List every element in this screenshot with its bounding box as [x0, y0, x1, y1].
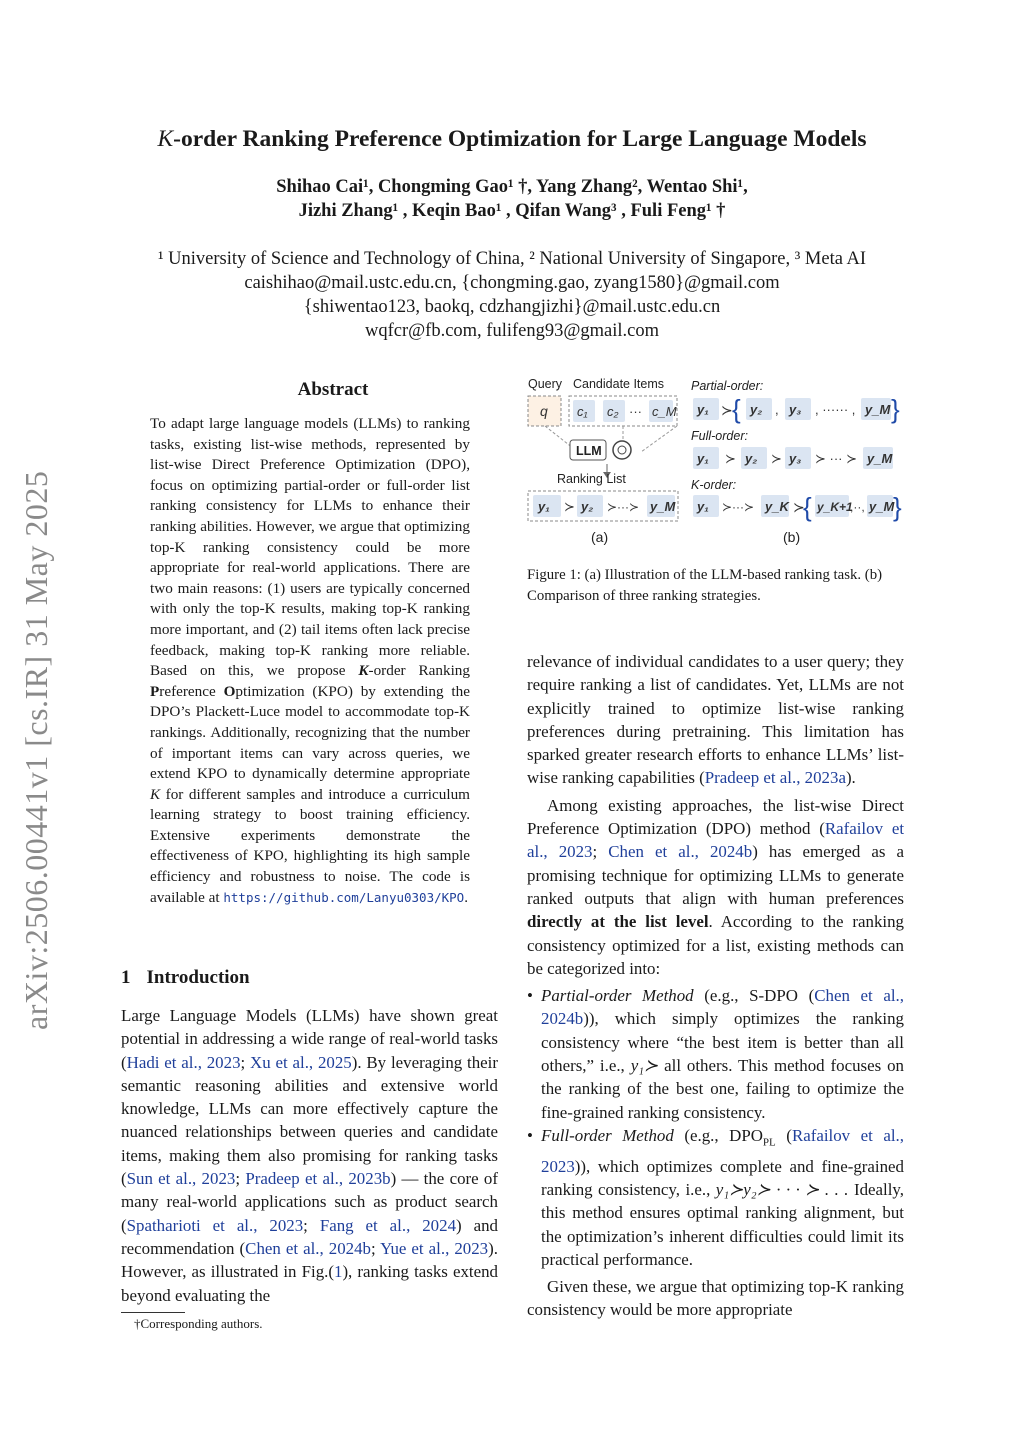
para-text: (: [775, 1125, 792, 1145]
authors-line-1: Shihao Cai¹, Chongming Gao¹ †, Yang Zhang², Wentao Shi¹,: [276, 177, 748, 197]
paragraph: [527, 794, 904, 980]
abstract-opt-o: O: [223, 682, 236, 700]
abstract-k2: K: [150, 785, 161, 803]
author-list: [0, 175, 1024, 223]
subfig-b-label: (b): [783, 529, 801, 545]
subfig-a-label: (a): [591, 529, 609, 545]
intro-text: ), ranking tasks extend beyond evaluating the: [121, 1262, 498, 1305]
full-y1-label: y₁: [697, 451, 709, 466]
paragraph: Given these, we argue that optimizing top-K ranking consistency would be more appropriate: [527, 1277, 904, 1320]
korder-brace-open: {: [803, 492, 812, 522]
korder-yk-label: y_K: [765, 499, 789, 514]
partial-y3-label: y₃: [789, 402, 802, 417]
llm-model-icon-inner: [618, 446, 626, 454]
connector-line: [641, 426, 677, 452]
method-list: [527, 984, 904, 1271]
intro-text: Large Language Models (LLMs) have shown great potential in addressing a wide range of real-world tasks (: [121, 1006, 498, 1072]
abstract-pref-p: P: [150, 682, 160, 700]
intro-text: ). By leveraging their semantic reasoning abilities and extensive world knowledge, LLMs can more effectively capture the nuanced relationships between queries and candidate items, making them also promising for ranking tasks (: [121, 1052, 498, 1189]
citation-link[interactable]: Chen et al., 2024b: [541, 986, 904, 1029]
partial-ellipsis: , ······ ,: [815, 402, 856, 417]
abstract-pref-rest: reference: [159, 682, 224, 700]
emails-line-2: {shiwentao123, baokq, cdzhangjizhi}@mail.ustc.edu.cn: [303, 297, 721, 317]
korder-succ-dots: ≻···≻: [722, 500, 755, 514]
citation-link[interactable]: Chen et al., 2024b: [608, 842, 753, 862]
para-text: (e.g., DPO: [673, 1125, 763, 1145]
intro-text: ) and recommendation (: [121, 1215, 498, 1258]
abstract-heading: Abstract: [297, 379, 369, 400]
intro-text: ) — the core of many real-world applications such as product search (: [121, 1169, 498, 1235]
partial-y1-label: y₁: [697, 402, 709, 417]
full-order-label: Full-order:: [691, 429, 748, 443]
full-ym-label: y_M: [867, 451, 893, 466]
intro-sep: ;: [303, 1215, 320, 1235]
rank-y1-label: y₁: [538, 499, 550, 514]
partial-order-label: Partial-order:: [691, 379, 764, 393]
paper-title: [0, 126, 1024, 153]
abstract-text-1: To adapt large language models (LLMs) to ranking tasks, existing list-wise methods, represented by list-wise Direct Preference Optimization (DPO), focus on optimizing partial-order or full-order list ranking consistency for LLMs to enhance their ranking abilities. However, we argue that optimizing top-K ranking consistency could be more appropriate for real-world applications. There are two main reasons: (1) users are typically concerned with only the top-K results, making top-K ranking more important, and (2) tail items often lack precise feedback, making top-K ranking more reliable. Based on this, we propose: [150, 415, 470, 680]
candidate-ellipsis: ···: [629, 404, 642, 419]
full-y3-label: y₃: [789, 451, 802, 466]
citation-link[interactable]: Pradeep et al., 2023b: [245, 1169, 391, 1189]
korder-brace-close: }: [893, 492, 902, 522]
candidate-c1-label: c₁: [577, 404, 588, 419]
abstract-body: [150, 414, 470, 908]
abstract-k: K: [358, 662, 369, 680]
intro-sep: ;: [240, 1052, 251, 1072]
list-item: [527, 984, 904, 1124]
ranking-list-label: Ranking List: [557, 472, 626, 486]
arxiv-stamp: arXiv:2506.00441v1 [cs.IR] 31 May 2025: [18, 470, 54, 1030]
partial-comma: ,: [775, 402, 779, 417]
full-succ: ≻: [725, 451, 736, 466]
korder-ym-label: y_M: [869, 499, 895, 514]
llm-model-icon: [613, 441, 631, 459]
rank-ym-label: y_M: [650, 499, 676, 514]
section-title: Introduction: [146, 967, 250, 988]
para-text: Ideally, this method ensures optimal ranking alignment, but the optimization’s inherent difficulties could limit its practical performance.: [541, 1179, 904, 1269]
abstract-text-3: ptimization (KPO) by extending the DPO’s Plackett-Luce model to accommodate top-K rankings. Additionally, recognizing that the number of important items can vary across queries, we extend KPO to dynamically determine appropriate: [150, 682, 470, 783]
korder-yk1-label: y_K+1: [817, 500, 853, 514]
para-text: all others. This method focuses on the ranking of the best one, failing to optimize the fine-grained ranking consistency.: [541, 1056, 904, 1122]
section-heading-introduction: [121, 967, 250, 989]
abstract-text-5: .: [464, 888, 468, 906]
candidates-label: Candidate Items: [573, 377, 665, 391]
figure-1: [523, 374, 913, 559]
paragraph: [527, 650, 904, 790]
citation-link[interactable]: Xu et al., 2025: [250, 1052, 352, 1072]
authors-line-2: Jizhi Zhang¹ , Keqin Bao¹ , Qifan Wang³ , Fuli Feng¹ †: [298, 201, 726, 221]
para-text: Among existing approaches, the list-wise Direct Preference Optimization (DPO) method (: [527, 795, 904, 839]
candidate-c2-label: c₂: [607, 404, 619, 419]
partial-brace-open: {: [732, 394, 741, 424]
citation-link[interactable]: Fang et al., 2024: [319, 1215, 457, 1235]
para-text: ;: [592, 842, 609, 862]
para-text: . According to the ranking consistency optimized for a list, existing methods can be categorized into:: [527, 912, 905, 978]
citation-link[interactable]: Spatharioti et al., 2023: [126, 1215, 304, 1235]
math: y₁≻y₂≻ · · · ≻ . . .: [715, 1179, 849, 1199]
citation-link[interactable]: Sun et al., 2023: [126, 1169, 236, 1189]
para-text: relevance of individual candidates to a user query; they require ranking a list of candidates. Yet, LLMs are not explicitly trained to optimize list-wise ranking preferences during pretraining. This limitation has sparked greater research efforts to enhance LLMs’ list-wise ranking capabilities (: [527, 652, 904, 788]
citation-link[interactable]: Pradeep et al., 2023a: [704, 768, 846, 788]
title-k: K: [157, 126, 174, 152]
para-text: ) has emerged as a promising technique for optimizing LLMs to generate ranked outputs that align with human preferences: [527, 842, 905, 908]
intro-text: ). However, as illustrated in Fig.(: [121, 1238, 498, 1282]
section-number: 1: [121, 967, 131, 988]
citation-link[interactable]: Chen et al., 2024b: [245, 1238, 372, 1258]
korder-y1-label: y₁: [697, 499, 709, 514]
para-text: )), which simply optimizes the ranking consistency where “the best item is better than all others,” i.e.,: [541, 1009, 904, 1076]
right-column-body: [527, 650, 904, 1322]
intro-paragraph: [121, 1004, 498, 1307]
abstract-text-4: for different samples and introduce a curriculum learning strategy to boost training efficiency. Extensive experiments demonstrate the effectiveness of KPO, highlighting its high sample efficiency and robustness to noise. The code is available at: [150, 785, 470, 906]
intro-sep: ;: [371, 1238, 381, 1258]
full-succ-dots: ≻ ··· ≻: [815, 451, 857, 466]
footnote-rule: [121, 1312, 185, 1313]
emails-line-3: wqfcr@fb.com, fulifeng93@gmail.com: [364, 321, 660, 341]
citation-link[interactable]: Rafailov et al., 2023: [527, 819, 905, 862]
math: y₁≻: [630, 1056, 659, 1076]
para-text: (e.g., S-DPO (: [693, 986, 815, 1006]
citation-link[interactable]: Hadi et al., 2023: [126, 1052, 241, 1072]
para-bold: directly at the list level: [527, 912, 709, 932]
figure-1-graphic: [523, 374, 913, 554]
emails-line-1: caishihao@mail.ustc.edu.cn, {chongming.gao, zyang1580}@gmail.com: [244, 273, 780, 293]
k-order-label: K-order:: [691, 478, 737, 492]
query-symbol: q: [540, 403, 548, 419]
abstract-text-2: -order Ranking: [368, 662, 470, 680]
partial-y2-label: y₂: [750, 402, 763, 417]
method-name: Full-order Method: [541, 1125, 674, 1145]
affiliations: [0, 247, 1024, 343]
rank-succ: ≻: [564, 499, 575, 514]
institutions: ¹ University of Science and Technology of China, ² National University of Singapore, ³ Meta AI: [157, 249, 867, 269]
figure-ref-link[interactable]: 1: [333, 1262, 343, 1282]
full-succ: ≻: [771, 451, 782, 466]
para-text: )), which optimizes complete and fine-grained ranking consistency, i.e.,: [541, 1156, 904, 1199]
method-name: Partial-order Method: [541, 986, 694, 1006]
subscript: PL: [762, 1136, 776, 1149]
figure-1-caption: Figure 1: (a) Illustration of the LLM-based ranking task. (b) Comparison of three ranking strategies.: [527, 567, 883, 604]
llm-label: LLM: [576, 444, 602, 458]
query-label: Query: [528, 377, 563, 391]
partial-ym-label: y_M: [865, 402, 891, 417]
citation-link[interactable]: Rafailov et al., 2023: [541, 1125, 904, 1176]
candidate-cm-label: c_M: [652, 404, 677, 419]
korder-ellipsis: ,··,: [850, 500, 865, 514]
para-text: ).: [845, 768, 856, 788]
rank-succ-dots: ≻···≻: [607, 500, 640, 514]
list-item: [527, 1124, 904, 1271]
footnote: †Corresponding authors.: [134, 1316, 263, 1331]
title-rest: -order Ranking Preference Optimization for Large Language Models: [173, 126, 867, 152]
partial-succ: ≻: [721, 402, 733, 418]
intro-sep: ;: [235, 1169, 246, 1189]
rank-y2-label: y₂: [581, 499, 594, 514]
full-y2-label: y₂: [745, 451, 758, 466]
code-link[interactable]: https://github.com/Lanyu0303/KPO: [223, 889, 465, 905]
partial-brace-close: }: [891, 394, 900, 424]
korder-succ: ≻: [793, 499, 805, 515]
citation-link[interactable]: Yue et al., 2023: [380, 1238, 489, 1258]
